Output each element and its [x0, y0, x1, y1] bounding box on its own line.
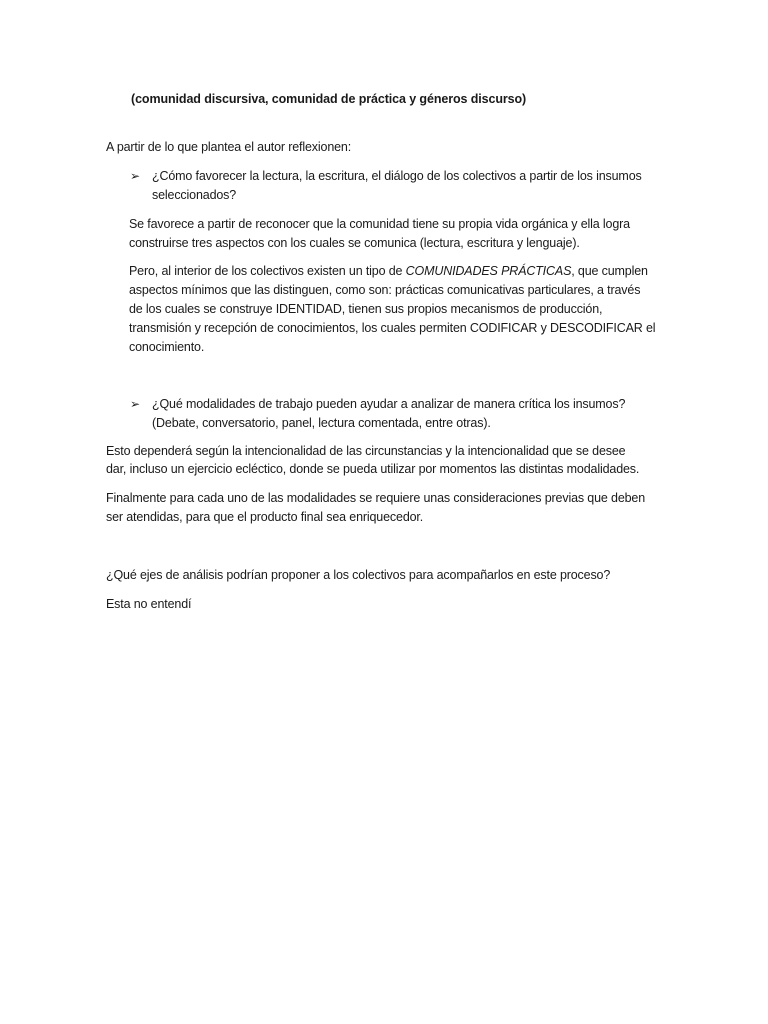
answer-1-p1-line-1: Se favorece a partir de reconocer que la comunidad tiene su propia vida orgánica y ella logra [129, 217, 630, 231]
bullet-arrow-icon: ➢ [130, 169, 141, 183]
answer-2-p2-line-1: Finalmente para cada uno de las modalidades se requiere unas consideraciones previas que deben [106, 491, 646, 505]
answer-1-p2-line-1-end: , que cumplen [571, 264, 648, 278]
question-2-line-2: (Debate, conversatorio, panel, lectura comentada, entre otras). [152, 416, 491, 430]
answer-1-p2-line-1-start: Pero, al interior de los colectivos existen un tipo de [129, 264, 406, 278]
answer-2-p1-line-1: Esto dependerá según la intencionalidad de las circunstancias y la intencionalidad que se desee [106, 444, 626, 458]
answer-2-p2-line-2: ser atendidas, para que el producto final sea enriquecedor. [106, 510, 424, 524]
question-3: ¿Qué ejes de análisis podrían proponer a los colectivos para acompañarlos en este proceso? [106, 568, 611, 582]
answer-1-p2-line-2: aspectos mínimos que las distinguen, como son: prácticas comunicativas particulares, a través [129, 283, 641, 297]
answer-1-p2-line-4: transmisión y recepción de conocimientos, los cuales permiten CODIFICAR y DESCODIFICAR el [129, 321, 656, 335]
answer-1-p1-line-2: construirse tres aspectos con los cuales se comunica (lectura, escritura y lenguaje). [129, 236, 580, 250]
bullet-arrow-icon: ➢ [130, 397, 141, 411]
answer-3: Esta no entendí [106, 597, 192, 611]
document-title: (comunidad discursiva, comunidad de práctica y géneros discurso) [131, 92, 527, 106]
answer-1-p2-line-1 [129, 262, 648, 281]
question-1-line-2: seleccionados? [152, 188, 237, 202]
question-2-line-1: ¿Qué modalidades de trabajo pueden ayudar a analizar de manera crítica los insumos? [152, 397, 626, 411]
answer-1-p2-line-5: conocimiento. [129, 340, 205, 354]
intro-text: A partir de lo que plantea el autor reflexionen: [106, 140, 352, 154]
question-1-line-1: ¿Cómo favorecer la lectura, la escritura, el diálogo de los colectivos a partir de los insumos [152, 169, 642, 183]
answer-2-p1-line-2: dar, incluso un ejercicio ecléctico, donde se pueda utilizar por momentos las distintas modalidades. [106, 462, 640, 476]
answer-1-p2-emphasis: COMUNIDADES PRÁCTICAS [405, 264, 572, 278]
answer-1-p2-line-3: de los cuales se construye IDENTIDAD, tienen sus propios mecanismos de producción, [129, 302, 603, 316]
